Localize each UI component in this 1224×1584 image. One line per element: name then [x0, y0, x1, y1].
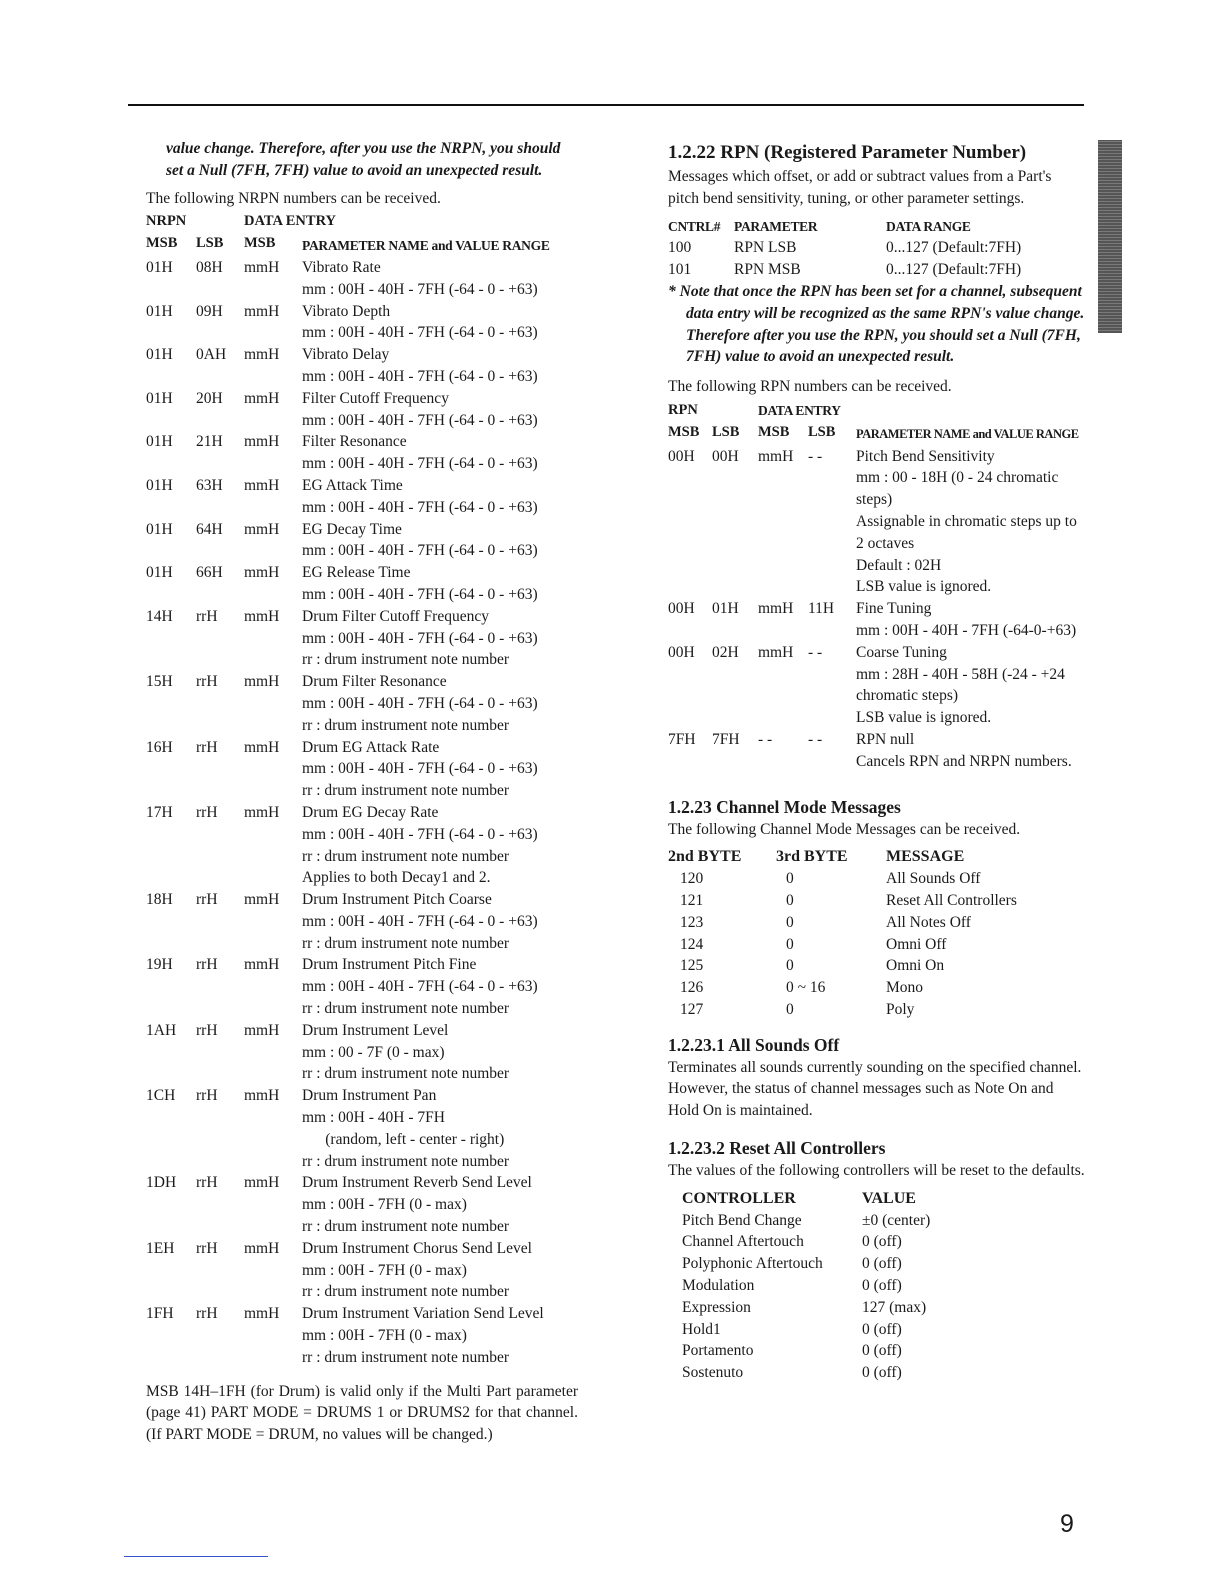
msb-header: MSB: [146, 235, 178, 252]
param-line: rr : drum instrument note number: [302, 651, 510, 669]
param-line: Filter Resonance: [302, 433, 407, 451]
table-row: [668, 259, 1021, 281]
table-row: [146, 562, 550, 606]
nrpn-lsb: rrH: [196, 607, 218, 625]
controller-value: 0 (off): [862, 1277, 902, 1295]
param-cell: [302, 431, 550, 475]
table-row: [146, 475, 550, 519]
cntrl-number: 101: [668, 261, 692, 279]
rpn-lsb: 7FH: [712, 730, 740, 748]
data-entry-msb: mmH: [244, 520, 280, 538]
param-line: Drum Filter Cutoff Frequency: [302, 607, 489, 625]
nrpn-lsb: 21H: [196, 433, 223, 451]
third-byte: 0: [786, 870, 794, 888]
nrpn-lsb: rrH: [196, 673, 218, 691]
data-range: 0...127 (Default:7FH): [886, 239, 1022, 257]
rpn-header: RPN: [668, 401, 698, 418]
param-line: rr : drum instrument note number: [302, 1348, 510, 1366]
data-entry-msb: mmH: [244, 476, 280, 494]
cm-header-row: [668, 846, 1017, 868]
reset-controllers-table: [682, 1188, 930, 1384]
nrpn-msb: 01H: [146, 564, 173, 582]
nrpn-lsb: rrH: [196, 1021, 218, 1039]
rpn-data-entry-header: DATA ENTRY: [758, 402, 841, 418]
parameter-header: PARAMETER: [734, 218, 818, 234]
table-row: [682, 1275, 930, 1297]
data-entry-msb: mmH: [244, 956, 280, 974]
rpn-data-msb: mmH: [758, 447, 794, 465]
nrpn-lsb: rrH: [196, 738, 218, 756]
data-entry-msb: mmH: [244, 258, 280, 276]
second-byte: 125: [680, 957, 704, 975]
ctl-header-row: [668, 216, 1021, 238]
param-line: Coarse Tuning: [856, 643, 947, 661]
nrpn-msb: 01H: [146, 433, 173, 451]
nrpn-lsb: rrH: [196, 1087, 218, 1105]
reset-all-controllers-title: 1.2.23.2 Reset All Controllers: [668, 1138, 886, 1159]
param-line: Drum EG Decay Rate: [302, 803, 439, 821]
param-line: LSB value is ignored.: [856, 709, 992, 727]
param-line: RPN null: [856, 730, 915, 748]
param-line: rr : drum instrument note number: [302, 716, 510, 734]
param-cell: [302, 301, 550, 345]
all-sounds-off-title: 1.2.23.1 All Sounds Off: [668, 1034, 840, 1055]
controller-name: Hold1: [682, 1320, 721, 1338]
rpn-lsb-header: LSB: [712, 423, 740, 440]
data-entry-msb: mmH: [244, 302, 280, 320]
section-thumb-tab: [1098, 140, 1122, 333]
all-sounds-off-description: Terminates all sounds currently sounding on the specified channel. However, the status of channel messages such as Note On and Hold On is maintained.: [668, 1058, 1082, 1120]
param-line: Filter Cutoff Frequency: [302, 389, 449, 407]
rpn-table: [668, 400, 1086, 773]
data-entry-msb: mmH: [244, 738, 280, 756]
param-line: rr : drum instrument note number: [302, 1218, 510, 1236]
top-rule: [128, 104, 1084, 106]
table-row: [668, 868, 1017, 890]
table-row: [146, 954, 550, 1019]
param-line: mm : 00H - 40H - 7FH (-64 - 0 - +63): [302, 498, 538, 516]
controller-value: 0 (off): [862, 1233, 902, 1251]
param-line: Drum Instrument Variation Send Level: [302, 1305, 544, 1323]
rpn-param-header: PARAMETER NAME and VALUE RANGE: [856, 426, 1079, 441]
rpn-data-lsb: 11H: [808, 600, 835, 618]
data-entry-msb: mmH: [244, 1021, 280, 1039]
table-row: [668, 890, 1017, 912]
value-header: VALUE: [862, 1189, 916, 1207]
controller-name: Portamento: [682, 1342, 754, 1360]
table-row: [668, 912, 1017, 934]
param-cell: [302, 1172, 550, 1237]
page-number: 9: [1060, 1510, 1074, 1538]
param-line: mm : 00H - 40H - 7FH (-64 - 0 - +63): [302, 324, 538, 342]
param-line: Drum Instrument Pitch Fine: [302, 956, 477, 974]
rpn-section-title: 1.2.22 RPN (Registered Parameter Number): [668, 142, 1027, 163]
param-cell: [302, 344, 550, 388]
third-byte: 0 ~ 16: [786, 979, 826, 997]
second-byte: 123: [680, 913, 704, 931]
cntrl-number: 100: [668, 239, 692, 257]
nrpn-msb: 19H: [146, 956, 173, 974]
data-entry-msb: mmH: [244, 433, 280, 451]
param-line: Drum Instrument Pitch Coarse: [302, 891, 492, 909]
param-line: rr : drum instrument note number: [302, 847, 510, 865]
controller-value: ±0 (center): [862, 1211, 931, 1229]
param-line: mm : 00H - 40H - 7FH (-64 - 0 - +63): [302, 585, 538, 603]
rpn-data-msb: mmH: [758, 600, 794, 618]
table-row: [146, 431, 550, 475]
nrpn-msb: 15H: [146, 673, 173, 691]
param-line: mm : 00H - 40H - 7FH (-64 - 0 - +63): [302, 760, 538, 778]
param-line: mm : 00H - 40H - 7FH (-64 - 0 - +63): [302, 694, 538, 712]
param-line: EG Decay Time: [302, 520, 402, 538]
third-byte: 0: [786, 957, 794, 975]
nrpn-msb: 01H: [146, 389, 173, 407]
param-cell: [302, 1303, 550, 1368]
param-line: mm : 00H - 40H - 7FH (-64 - 0 - +63): [302, 629, 538, 647]
data-entry-msb: mmH: [244, 607, 280, 625]
controller-name: Polyphonic Aftertouch: [682, 1255, 823, 1273]
controller-name: Channel Aftertouch: [682, 1233, 804, 1251]
data-msb-header: MSB: [244, 235, 276, 252]
channel-mode-description: The following Channel Mode Messages can be received.: [668, 820, 1021, 838]
nrpn-lsb: 09H: [196, 302, 223, 320]
data-entry-msb: mmH: [244, 346, 280, 364]
param-cell: [302, 606, 550, 671]
rpn-data-msb-header: MSB: [758, 423, 790, 440]
table-row: [146, 1085, 550, 1172]
nrpn-msb: 01H: [146, 346, 173, 364]
channel-mode-title: 1.2.23 Channel Mode Messages: [668, 796, 901, 817]
rpn-msb: 7FH: [668, 730, 696, 748]
rpn-msb: 00H: [668, 643, 695, 661]
message: Poly: [886, 1000, 915, 1018]
table-row: [668, 999, 1017, 1021]
rpn-msb: 00H: [668, 600, 695, 618]
param-line: Drum Instrument Level: [302, 1021, 449, 1039]
cntrl-header: CNTRL#: [668, 218, 721, 234]
rpn-intro: The following RPN numbers can be received.: [668, 378, 952, 396]
param-line: mm : 00H - 40H - 7FH (-64 - 0 - +63): [302, 411, 538, 429]
message-header: MESSAGE: [886, 848, 965, 866]
param-line: mm : 00H - 7FH (0 - max): [302, 1327, 467, 1345]
param-line: mm : 00H - 40H - 7FH (-64 - 0 - +63): [302, 912, 538, 930]
param-line: Pitch Bend Sensitivity: [856, 447, 995, 465]
table-row: [668, 237, 1021, 259]
param-cell: [302, 475, 550, 519]
third-byte: 0: [786, 913, 794, 931]
lsb-header: LSB: [196, 235, 224, 252]
controller-value: 127 (max): [862, 1298, 927, 1316]
rac-header-row: [682, 1188, 930, 1210]
table-row: [146, 519, 550, 563]
rpn-controller-table: [668, 216, 1021, 281]
controller-name: Expression: [682, 1298, 751, 1316]
nrpn-msb: 01H: [146, 258, 173, 276]
nrpn-header-row-1: [146, 211, 550, 233]
param-line: LSB value is ignored.: [856, 578, 992, 596]
message: All Notes Off: [886, 913, 971, 931]
nrpn-lsb: 63H: [196, 476, 223, 494]
nrpn-lsb: rrH: [196, 956, 218, 974]
message: Mono: [886, 979, 924, 997]
bottom-rule: [124, 1556, 268, 1557]
data-entry-msb: mmH: [244, 564, 280, 582]
controller-value: 0 (off): [862, 1320, 902, 1338]
table-row: [146, 1020, 550, 1085]
third-byte: 0: [786, 935, 794, 953]
param-line: (random, left - center - right): [302, 1130, 505, 1148]
param-line: rr : drum instrument note number: [302, 1065, 510, 1083]
data-range: 0...127 (Default:7FH): [886, 261, 1022, 279]
param-line: Vibrato Delay: [302, 346, 390, 364]
nrpn-intro: The following NRPN numbers can be received.: [146, 189, 441, 207]
param-cell: [302, 1238, 550, 1303]
message: Omni On: [886, 957, 945, 975]
param-header: PARAMETER NAME and VALUE RANGE: [302, 238, 550, 254]
table-row: [146, 1303, 550, 1368]
nrpn-msb: 1CH: [146, 1087, 176, 1105]
param-cell: [302, 1085, 550, 1172]
param-line: mm : 00H - 40H - 7FH: [302, 1109, 445, 1127]
rpn-data-lsb: - -: [808, 447, 823, 465]
param-cell: [302, 802, 550, 889]
right-column: [668, 140, 1086, 1384]
param-line: mm : 00H - 40H - 7FH (-64 - 0 - +63): [302, 455, 538, 473]
table-row: [668, 598, 1086, 642]
nrpn-footer-note: MSB 14H–1FH (for Drum) is valid only if the Multi Part parameter (page 41) PART MODE = DRUMS 1 or DRUMS2 for that channel. (If PART MODE = DRUM, no values will be changed.): [146, 1382, 578, 1443]
nrpn-lsb: 20H: [196, 389, 223, 407]
controller-value: 0 (off): [862, 1255, 902, 1273]
param-cell: [302, 737, 550, 802]
table-row: [668, 977, 1017, 999]
rpn-header-row-2: [668, 422, 1086, 446]
param-line: mm : 00H - 7FH (0 - max): [302, 1261, 467, 1279]
nrpn-msb: 1EH: [146, 1239, 175, 1257]
third-byte: 0: [786, 891, 794, 909]
data-entry-msb: mmH: [244, 1305, 280, 1323]
data-entry-msb: mmH: [244, 389, 280, 407]
second-byte: 127: [680, 1000, 704, 1018]
second-byte: 126: [680, 979, 704, 997]
nrpn-msb: 17H: [146, 803, 173, 821]
param-line: Vibrato Rate: [302, 258, 381, 276]
rpn-msb-header: MSB: [668, 423, 700, 440]
rpn-lsb: 00H: [712, 447, 739, 465]
table-row: [146, 388, 550, 432]
table-row: [668, 446, 1086, 599]
rpn-param-cell: [856, 446, 1086, 599]
param-line: Drum Instrument Chorus Send Level: [302, 1239, 532, 1257]
message: All Sounds Off: [886, 870, 981, 888]
param-cell: [302, 519, 550, 563]
rpn-warning-note: * Note that once the RPN has been set for a channel, subsequent data entry will be recognized as the same RPN's value change. Therefore after you use the RPN, you should set a Null (7FH, 7FH) value to avoid an unexpected result.: [668, 282, 1085, 366]
nrpn-lsb: rrH: [196, 803, 218, 821]
param-cell: [302, 388, 550, 432]
parameter-name: RPN LSB: [734, 239, 797, 257]
nrpn-warning-note: value change. Therefore, after you use the NRPN, you should set a Null (7FH, 7FH) value to avoid an unexpected result.: [166, 140, 561, 179]
table-row: [146, 802, 550, 889]
data-entry-msb: mmH: [244, 1087, 280, 1105]
nrpn-lsb: 64H: [196, 520, 223, 538]
param-line: Assignable in chromatic steps up to 2 octaves: [856, 512, 1077, 552]
rpn-header-row-1: [668, 400, 1086, 422]
param-line: mm : 00H - 40H - 7FH (-64-0-+63): [856, 621, 1077, 639]
nrpn-msb: 01H: [146, 302, 173, 320]
param-line: EG Release Time: [302, 564, 411, 582]
rpn-data-msb: mmH: [758, 643, 794, 661]
controller-name: Pitch Bend Change: [682, 1211, 802, 1229]
table-row: [146, 889, 550, 954]
parameter-name: RPN MSB: [734, 261, 801, 279]
param-cell: [302, 562, 550, 606]
param-line: EG Attack Time: [302, 476, 403, 494]
table-row: [146, 301, 550, 345]
controller-value: 0 (off): [862, 1342, 902, 1360]
table-row: [146, 671, 550, 736]
second-byte-header: 2nd BYTE: [668, 848, 742, 866]
param-line: rr : drum instrument note number: [302, 934, 510, 952]
message: Reset All Controllers: [886, 891, 1017, 909]
table-row: [146, 257, 550, 301]
rpn-data-lsb: - -: [808, 643, 823, 661]
rpn-param-cell: [856, 598, 1086, 642]
param-line: mm : 00 - 18H (0 - 24 chromatic steps): [856, 469, 1059, 509]
table-row: [146, 606, 550, 671]
nrpn-lsb: 08H: [196, 258, 223, 276]
nrpn-msb: 1DH: [146, 1174, 177, 1192]
nrpn-msb: 01H: [146, 520, 173, 538]
nrpn-lsb: 66H: [196, 564, 223, 582]
data-entry-header: DATA ENTRY: [244, 213, 337, 230]
table-row: [682, 1362, 930, 1384]
param-line: rr : drum instrument note number: [302, 782, 510, 800]
table-row: [682, 1231, 930, 1253]
param-line: Drum EG Attack Rate: [302, 738, 440, 756]
nrpn-msb: 1FH: [146, 1305, 174, 1323]
table-row: [682, 1297, 930, 1319]
data-entry-msb: mmH: [244, 803, 280, 821]
param-line: mm : 00H - 7FH (0 - max): [302, 1196, 467, 1214]
table-row: [668, 642, 1086, 729]
rpn-param-cell: [856, 729, 1086, 773]
rpn-param-cell: [856, 642, 1086, 729]
table-row: [682, 1253, 930, 1275]
param-line: Fine Tuning: [856, 600, 932, 618]
param-line: Cancels RPN and NRPN numbers.: [856, 752, 1072, 770]
rpn-description: Messages which offset, or add or subtract values from a Part's pitch bend sensitivity, tuning, or other parameter settings.: [668, 168, 1052, 207]
param-line: Default : 02H: [856, 556, 942, 574]
table-row: [146, 1238, 550, 1303]
reset-all-controllers-description: The values of the following controllers will be reset to the defaults.: [668, 1162, 1085, 1180]
param-cell: [302, 1020, 550, 1085]
rpn-data-msb: - -: [758, 730, 773, 748]
nrpn-msb: 18H: [146, 891, 173, 909]
data-entry-msb: mmH: [244, 673, 280, 691]
param-cell: [302, 889, 550, 954]
left-column: [146, 138, 578, 1445]
param-line: Drum Instrument Reverb Send Level: [302, 1174, 532, 1192]
rpn-msb: 00H: [668, 447, 695, 465]
nrpn-msb: 1AH: [146, 1021, 177, 1039]
data-entry-msb: mmH: [244, 1239, 280, 1257]
nrpn-lsb: rrH: [196, 1174, 218, 1192]
message: Omni Off: [886, 935, 947, 953]
third-byte-header: 3rd BYTE: [776, 848, 848, 866]
table-row: [682, 1210, 930, 1232]
param-cell: [302, 671, 550, 736]
table-row: [146, 737, 550, 802]
rpn-data-lsb-header: LSB: [808, 423, 836, 440]
table-row: [668, 934, 1017, 956]
param-line: rr : drum instrument note number: [302, 1152, 510, 1170]
nrpn-table: [146, 211, 550, 1368]
param-line: mm : 00H - 40H - 7FH (-64 - 0 - +63): [302, 542, 538, 560]
controller-header: CONTROLLER: [682, 1189, 796, 1207]
table-row: [668, 729, 1086, 773]
param-line: mm : 00H - 40H - 7FH (-64 - 0 - +63): [302, 280, 538, 298]
param-line: mm : 00H - 40H - 7FH (-64 - 0 - +63): [302, 978, 538, 996]
data-entry-msb: mmH: [244, 1174, 280, 1192]
param-cell: [302, 954, 550, 1019]
table-row: [668, 955, 1017, 977]
second-byte: 120: [680, 870, 704, 888]
data-range-header: DATA RANGE: [886, 218, 971, 234]
param-line: mm : 00 - 7F (0 - max): [302, 1043, 445, 1061]
controller-name: Sostenuto: [682, 1364, 744, 1382]
param-line: Drum Instrument Pan: [302, 1087, 437, 1105]
nrpn-lsb: rrH: [196, 1305, 218, 1323]
rpn-lsb: 01H: [712, 600, 739, 618]
nrpn-msb: 01H: [146, 476, 173, 494]
nrpn-lsb: rrH: [196, 1239, 218, 1257]
third-byte: 0: [786, 1000, 794, 1018]
table-row: [682, 1340, 930, 1362]
second-byte: 124: [680, 935, 704, 953]
nrpn-header-row-2: [146, 233, 550, 257]
rpn-data-lsb: - -: [808, 730, 823, 748]
nrpn-header: NRPN: [146, 213, 187, 230]
nrpn-lsb: 0AH: [196, 346, 227, 364]
table-row: [682, 1319, 930, 1341]
nrpn-lsb: rrH: [196, 891, 218, 909]
controller-value: 0 (off): [862, 1364, 902, 1382]
channel-mode-table: [668, 846, 1017, 1020]
controller-name: Modulation: [682, 1277, 755, 1295]
param-line: rr : drum instrument note number: [302, 1283, 510, 1301]
data-entry-msb: mmH: [244, 891, 280, 909]
param-line: Vibrato Depth: [302, 302, 391, 320]
table-row: [146, 344, 550, 388]
param-line: mm : 00H - 40H - 7FH (-64 - 0 - +63): [302, 825, 538, 843]
param-cell: [302, 257, 550, 301]
table-row: [146, 1172, 550, 1237]
nrpn-msb: 14H: [146, 607, 173, 625]
param-line: Applies to both Decay1 and 2.: [302, 869, 491, 887]
second-byte: 121: [680, 891, 704, 909]
param-line: Drum Filter Resonance: [302, 673, 447, 691]
param-line: mm : 00H - 40H - 7FH (-64 - 0 - +63): [302, 367, 538, 385]
rpn-lsb: 02H: [712, 643, 739, 661]
nrpn-msb: 16H: [146, 738, 173, 756]
param-line: rr : drum instrument note number: [302, 1000, 510, 1018]
param-line: mm : 28H - 40H - 58H (-24 - +24 chromatic steps): [856, 665, 1065, 705]
